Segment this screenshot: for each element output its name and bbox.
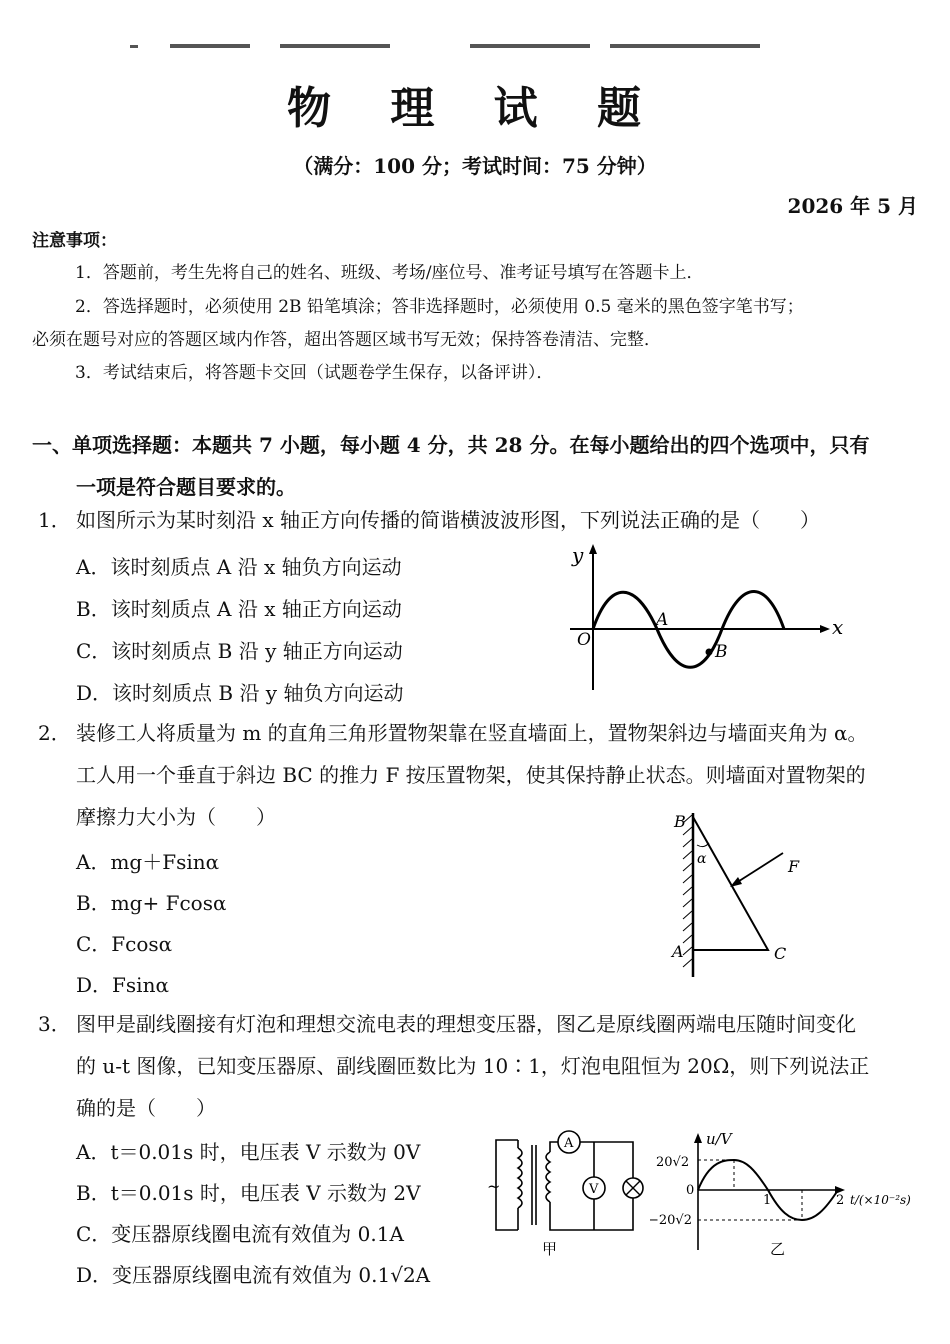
- ac-source-label: ~: [488, 1177, 501, 1196]
- option-d: D．该时刻质点 B 沿 y 轴负方向运动: [76, 681, 404, 705]
- voltmeter-label: V: [589, 1182, 599, 1197]
- question-stem: 的 u-t 图像，已知变压器原、副线圈匝数比为 10∶1，灯泡电阻恒为 20Ω，则下列说法正: [76, 1054, 870, 1078]
- figure-yi-label: 乙: [770, 1240, 786, 1258]
- peak-pos-label: 20√2: [656, 1155, 690, 1170]
- question-stem: 工人用一个垂直于斜边 BC 的推力 F 按压置物架，使其保持静止状态。则墙面对置物架的: [76, 763, 866, 787]
- tick-1-label: 1: [763, 1193, 772, 1208]
- note-item: 3．考试结束后，将答题卡交回（试题卷学生保存，以备评讲）．: [75, 363, 554, 383]
- t-axis-label: t/(×10⁻²s): [850, 1193, 911, 1207]
- section-heading: [32, 424, 922, 508]
- point-a-label: A: [656, 610, 669, 630]
- section-line: 一项是符合题目要求的。: [76, 475, 296, 499]
- origin-zero-label: 0: [686, 1183, 695, 1198]
- u-axis-label: u/V: [706, 1130, 732, 1148]
- option-c: C．该时刻质点 B 沿 y 轴正方向运动: [76, 639, 403, 663]
- question-number: 1．: [38, 508, 71, 532]
- option-a: A．该时刻质点 A 沿 x 轴负方向运动: [76, 555, 402, 579]
- section-line: 一、单项选择题：本题共 7 小题，每小题 4 分，共 28 分。在每小题给出的四个选项中，只有: [32, 433, 870, 457]
- ammeter-label: A: [564, 1136, 574, 1151]
- label-c: C: [774, 944, 787, 963]
- option-c: C．变压器原线圈电流有效值为 0.1A: [76, 1222, 404, 1246]
- tick-2-label: 2: [836, 1193, 845, 1208]
- note-item: 必须在题号对应的答题区域内作答，超出答题区域书写无效；保持答卷清洁、完整．: [32, 330, 661, 350]
- label-alpha: α: [697, 851, 707, 867]
- peak-neg-label: −20√2: [650, 1213, 692, 1228]
- question-stem: 如图所示为某时刻沿 x 轴正方向传播的简谐横波波形图，下列说法正确的是（ ）: [76, 508, 820, 532]
- question-number: 3．: [38, 1012, 71, 1036]
- x-axis-label: x: [832, 615, 844, 639]
- exam-info: （满分：100 分；考试时间：75 分钟）: [293, 154, 657, 178]
- option-a: A．mg＋Fsinα: [76, 850, 220, 874]
- notes-heading: 注意事项：: [32, 231, 117, 251]
- option-b: B．t＝0.01s 时，电压表 V 示数为 2V: [76, 1181, 421, 1205]
- point-b-label: B: [715, 642, 728, 662]
- question-stem: 装修工人将质量为 m 的直角三角形置物架靠在竖直墙面上，置物架斜边与墙面夹角为 α。: [76, 721, 868, 745]
- option-d: D．变压器原线圈电流有效值为 0.1√2A: [76, 1263, 431, 1287]
- option-b: B．mg+ Fcosα: [76, 891, 227, 915]
- option-b: B．该时刻质点 A 沿 x 轴正方向运动: [76, 597, 402, 621]
- option-c: C．Fcosα: [76, 932, 173, 956]
- ut-graph: [650, 1126, 920, 1265]
- note-item: 2．答选择题时，必须使用 2B 铅笔填涂；答非选择题时，必须使用 0.5 毫米的黑色签字笔书写；: [75, 297, 804, 317]
- transformer-figure: [488, 1130, 648, 1264]
- y-axis-label: y: [572, 543, 584, 567]
- page-title: 物 理 试 题: [287, 83, 663, 134]
- question-number: 2．: [38, 721, 71, 745]
- wave-figure: [560, 540, 860, 699]
- origin-label: O: [577, 630, 591, 650]
- question-stem: 图甲是副线圈接有灯泡和理想交流电表的理想变压器，图乙是原线圈两端电压随时间变化: [76, 1012, 856, 1036]
- figure-jia-label: 甲: [542, 1240, 558, 1258]
- question-stem: 确的是（ ）: [76, 1096, 216, 1120]
- label-b: B: [674, 812, 686, 831]
- note-item: 1．答题前，考生先将自己的姓名、班级、考场/座位号、准考证号填写在答题卡上．: [75, 263, 704, 283]
- option-d: D．Fsinα: [76, 973, 169, 997]
- cropped-header-line: [130, 36, 790, 46]
- exam-date: 2026 年 5 月: [787, 194, 918, 218]
- question-stem: 摩擦力大小为（ ）: [76, 805, 276, 829]
- shelf-figure: [668, 805, 818, 984]
- label-f: F: [788, 857, 800, 876]
- option-a: A．t＝0.01s 时，电压表 V 示数为 0V: [76, 1140, 421, 1164]
- label-a: A: [672, 942, 684, 961]
